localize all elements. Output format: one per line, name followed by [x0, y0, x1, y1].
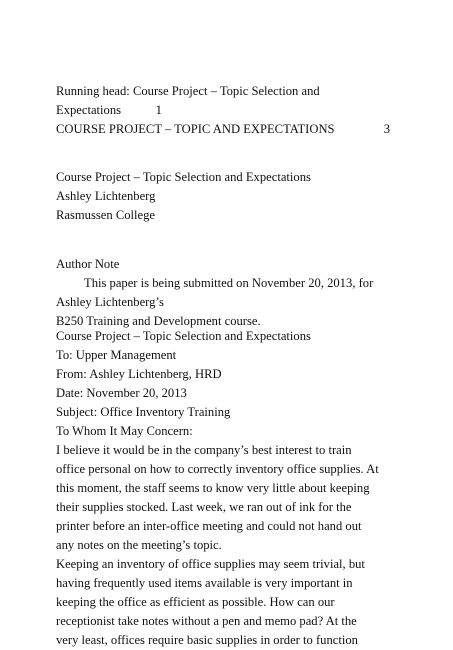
running-head-line-2: Expectations 1	[56, 103, 162, 117]
memo-to: To: Upper Management	[56, 348, 177, 362]
memo-date: Date: November 20, 2013	[56, 386, 187, 400]
memo	[56, 327, 433, 650]
author-note-line-2: Ashley Lichtenberg’s	[56, 295, 164, 309]
running-head	[56, 82, 433, 139]
memo-body-line: receptionist take notes without a pen and memo pad? At the	[56, 614, 357, 628]
author-note	[56, 255, 433, 331]
memo-body-line: their supplies stocked. Last week, we ran out of ink for the	[56, 500, 352, 514]
memo-body-line: printer before an inter-office meeting and could not hand out	[56, 519, 362, 533]
memo-body-line: Keeping an inventory of office supplies may seem trivial, but	[56, 557, 365, 571]
running-head-line-1: Running head: Course Project – Topic Selection and	[56, 84, 320, 98]
page-number: 3	[383, 122, 390, 136]
memo-body-line: this moment, the staff seems to know very little about keeping	[56, 481, 370, 495]
memo-title: Course Project – Topic Selection and Expectations	[56, 329, 311, 343]
header-title: COURSE PROJECT – TOPIC AND EXPECTATIONS	[56, 122, 335, 136]
paper-title: Course Project – Topic Selection and Expectations	[56, 170, 311, 184]
author-note-line-1: This paper is being submitted on November 20, 2013, for	[84, 276, 374, 290]
author-name: Ashley Lichtenberg	[56, 189, 156, 203]
memo-body-line: very least, offices require basic supplies in order to function	[56, 633, 358, 647]
memo-body-line: office personal on how to correctly inventory office supplies. At	[56, 462, 379, 476]
memo-body-line: any notes on the meeting’s topic.	[56, 538, 222, 552]
memo-body-line: keeping the office as efficient as possible. How can our	[56, 595, 335, 609]
memo-salutation: To Whom It May Concern:	[56, 424, 193, 438]
memo-from: From: Ashley Lichtenberg, HRD	[56, 367, 222, 381]
institution: Rasmussen College	[56, 208, 155, 222]
memo-subject: Subject: Office Inventory Training	[56, 405, 231, 419]
author-note-heading: Author Note	[56, 257, 120, 271]
running-head-line-3	[56, 120, 390, 139]
author-note-line-3: B250 Training and Development course.	[56, 314, 261, 328]
title-block	[56, 168, 433, 225]
memo-body-line: I believe it would be in the company’s best interest to train	[56, 443, 352, 457]
memo-body-line: having frequently used items available is very important in	[56, 576, 353, 590]
